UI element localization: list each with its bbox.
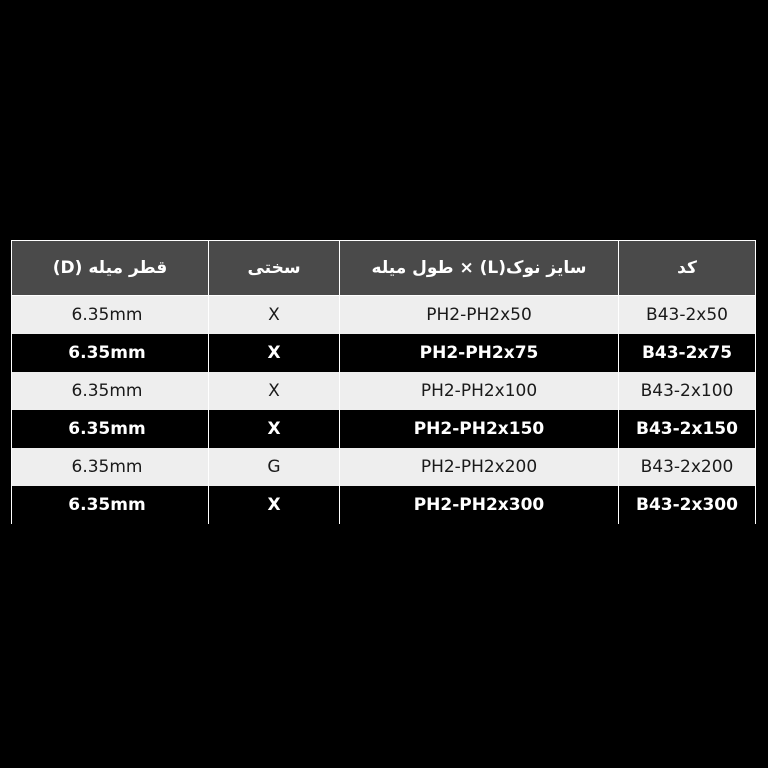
column-header-hardness: سختی <box>209 241 340 296</box>
cell-size: PH2-PH2x300 <box>340 486 619 524</box>
cell-diameter: 6.35mm <box>12 448 209 486</box>
cell-diameter: 6.35mm <box>12 410 209 448</box>
cell-size: PH2-PH2x50 <box>340 296 619 335</box>
cell-code: B43-2x50 <box>619 296 756 335</box>
cell-diameter: 6.35mm <box>12 486 209 524</box>
table-header-row <box>12 241 756 296</box>
table-header <box>12 241 756 296</box>
cell-diameter: 6.35mm <box>12 296 209 335</box>
cell-hardness: X <box>209 486 340 524</box>
table-body <box>12 296 756 525</box>
table-row <box>12 410 756 448</box>
column-header-diameter: قطر میله (D) <box>12 241 209 296</box>
cell-size: PH2-PH2x150 <box>340 410 619 448</box>
cell-code: B43-2x100 <box>619 372 756 410</box>
cell-code: B43-2x75 <box>619 334 756 372</box>
cell-hardness: X <box>209 296 340 335</box>
column-header-code: کد <box>619 241 756 296</box>
cell-code: B43-2x150 <box>619 410 756 448</box>
cell-hardness: X <box>209 410 340 448</box>
column-header-size: سایز نوک(L) × طول میله <box>340 241 619 296</box>
specification-table-container <box>12 240 756 524</box>
specification-table <box>11 240 756 524</box>
cell-hardness: X <box>209 334 340 372</box>
cell-size: PH2-PH2x75 <box>340 334 619 372</box>
cell-code: B43-2x300 <box>619 486 756 524</box>
table-row <box>12 486 756 524</box>
cell-hardness: G <box>209 448 340 486</box>
cell-hardness: X <box>209 372 340 410</box>
cell-diameter: 6.35mm <box>12 372 209 410</box>
cell-diameter: 6.35mm <box>12 334 209 372</box>
table-row <box>12 448 756 486</box>
table-row <box>12 372 756 410</box>
cell-code: B43-2x200 <box>619 448 756 486</box>
cell-size: PH2-PH2x100 <box>340 372 619 410</box>
table-row <box>12 334 756 372</box>
table-row <box>12 296 756 335</box>
cell-size: PH2-PH2x200 <box>340 448 619 486</box>
